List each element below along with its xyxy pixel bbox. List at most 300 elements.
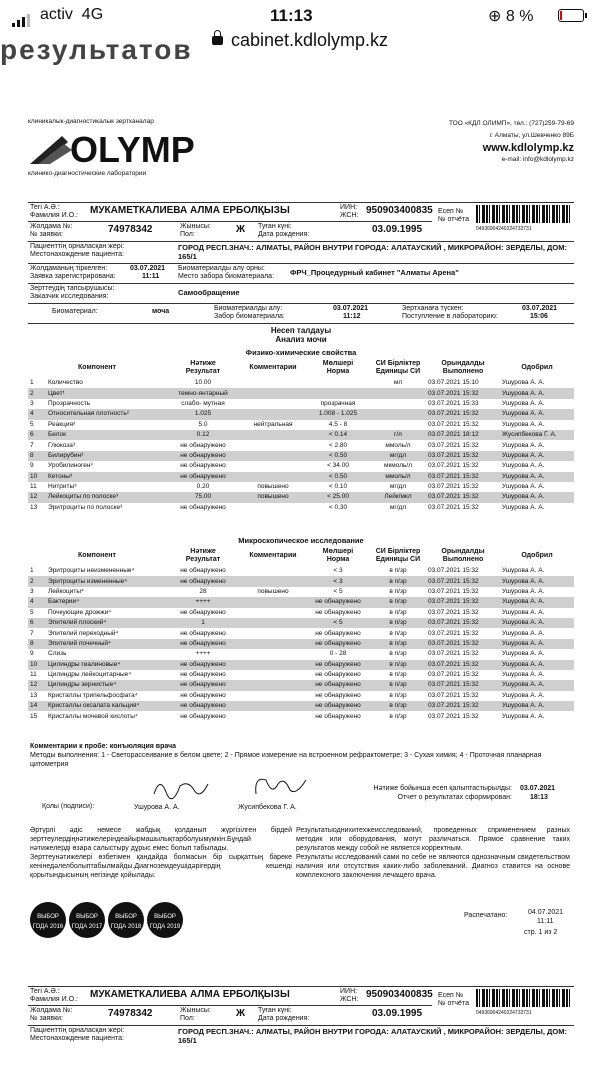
micro-cell: Ушурова А. А. — [500, 701, 574, 711]
physchem-row — [28, 451, 574, 461]
micro-cell — [240, 576, 306, 586]
signatures-label: Қолы (подписи): — [42, 803, 95, 810]
micro-cell — [240, 628, 306, 638]
p2-report-no-label: Есеп № № отчёта — [438, 992, 469, 1007]
micro-cell: Кристаллы трипельфосфата⁴ — [48, 691, 138, 699]
physchem-cell: 11 — [30, 483, 37, 491]
physchem-cell: мг/дл — [389, 483, 407, 491]
micro-cell: Эпителий почечный⁴ — [46, 639, 166, 649]
micro-cell: не обнаружено — [315, 629, 361, 637]
micro-cell: Эритроциты измененные⁴ — [46, 576, 166, 586]
physchem-cell: 03.07.2021 15:32 — [426, 472, 500, 482]
physchem-row — [28, 388, 574, 398]
micro-cell: 4 — [28, 597, 46, 607]
physchem-cell — [370, 399, 426, 409]
reg-label: Жолдаманың тіркелген: Заявка зарегистрирована: — [30, 265, 116, 280]
physchem-cell: не обнаружено — [166, 451, 240, 461]
physchem-cell: 03.07.2021 15:32 — [428, 462, 479, 470]
micro-cell: не обнаружено — [180, 629, 226, 637]
award-badge-icon: ВЫБОР ГОДА 2018 — [108, 902, 144, 938]
physchem-cell: Кетоны³ — [46, 472, 166, 482]
physchem-cell: прозрачная — [320, 399, 356, 407]
micro-cell: не обнаружено — [180, 608, 226, 616]
micro-cell: в п/зр — [370, 576, 426, 586]
customer: Самообращение — [178, 288, 240, 297]
physchem-cell: Глюкоза³ — [48, 441, 76, 449]
signature-1-image — [150, 774, 210, 800]
micro-cell: в п/зр — [389, 691, 407, 699]
micro-cell — [240, 680, 306, 690]
micro-cell: 03.07.2021 15:32 — [428, 629, 479, 637]
micro-cell: 12 — [28, 680, 46, 690]
micro-cell: 10 — [28, 660, 46, 670]
micro-cell: Эпителий плоский⁴ — [46, 618, 166, 628]
micro-cell: не обнаружено — [306, 701, 370, 711]
customer-label: Зерттеудің тапсырушысы: Заказчик исследования: — [30, 285, 115, 300]
physchem-cell: Ушурова А. А. — [500, 451, 574, 461]
signature-1-name: Ушурова А. А. — [134, 804, 180, 811]
micro-cell — [240, 639, 306, 649]
micro-cell: Ушурова А. А. — [502, 671, 545, 679]
physchem-cell — [370, 409, 426, 419]
methods: Методы выполнения: 1 - Светорассеивание в белом цвете; 2 - Прямое измерение на встроенном рефрактометре; 3 - Сухая химия; 4 - Проточная планарная цитометрия — [30, 752, 542, 768]
micro-cell: 03.07.2021 15:32 — [426, 576, 500, 586]
physchem-cell: Количество — [48, 379, 83, 387]
physchem-row — [28, 409, 574, 419]
micro-cell: Бактерии⁴ — [46, 597, 166, 607]
formed-date: 03.07.2021 — [520, 785, 556, 792]
micro-cell: Ушурова А. А. — [502, 691, 545, 699]
micro-table — [28, 546, 574, 722]
physchem-cell — [240, 440, 306, 450]
report-barcode — [476, 205, 572, 223]
physchem-cell: Прозрачность — [48, 399, 91, 407]
micro-cell: 03.07.2021 15:32 — [426, 639, 500, 649]
physchem-cell: не обнаружено — [180, 441, 226, 449]
physchem-row — [28, 440, 574, 450]
physchem-cell — [240, 451, 306, 461]
p2-patient-place: ГОРОД РЕСП.ЗНАЧ.: АЛМАТЫ, РАЙОН ВНУТРИ ГОРОДА: АЛАТАУСКИЙ , МИКРОРАЙОН: ЗЕРДЕЛЫ, ДОМ: 165/1 — [178, 1027, 567, 1045]
patient-iin: 950903400835 — [366, 205, 433, 216]
micro-row — [28, 597, 574, 607]
physchem-cell — [240, 409, 306, 419]
physchem-cell: 03.07.2021 15:32 — [428, 483, 479, 491]
page-heading-cut: результатов — [0, 34, 193, 65]
physchem-cell: < 0.14 — [306, 430, 370, 440]
physchem-row — [28, 399, 574, 409]
micro-cell: 7 — [30, 629, 34, 637]
micro-cell: не обнаружено — [315, 691, 361, 699]
micro-cell: Ушурова А. А. — [500, 576, 574, 586]
micro-cell: Ушурова А. А. — [502, 567, 545, 575]
micro-row — [28, 576, 574, 586]
collect-place-label: Биоматериалды алу орны: Место забора биоматериала: — [178, 265, 275, 280]
company-info — [449, 118, 574, 166]
battery-percent: 8 % — [505, 8, 534, 25]
physchem-header: Компонент Нәтиже Результат Комментарии Мөлшері Норма СИ Бірліктер Единицы СИ Орындалды Выполнено Одобрил — [78, 360, 553, 375]
physchem-cell: 5.0 — [198, 420, 208, 428]
patient-dob: 03.09.1995 — [372, 224, 423, 235]
physchem-cell: 03.07.2021 15:32 — [428, 441, 479, 449]
logo-top-text: клиникалык-диагностикалык зертханалар — [28, 118, 154, 125]
sample-comments: Комментарии к пробе: конъюляция врача — [30, 743, 177, 750]
physchem-row — [28, 482, 574, 492]
physchem-cell — [306, 388, 370, 398]
physchem-cell: не обнаружено — [166, 472, 240, 482]
micro-cell: Ушурова А. А. — [500, 639, 574, 649]
micro-cell: Кристаллы оксалата кальция⁴ — [46, 701, 166, 711]
collect-place: ФРЧ_Процедурный кабинет "Алматы Арена" — [290, 268, 459, 277]
physchem-row — [28, 430, 574, 440]
micro-cell — [240, 566, 306, 576]
micro-row — [28, 649, 574, 659]
physchem-cell: 7 — [30, 441, 34, 449]
micro-row — [28, 691, 574, 701]
received-label: Зертханаға түскен: Поступление в лабораторию: — [402, 305, 498, 320]
micro-cell: в п/зр — [389, 587, 407, 595]
micro-cell — [240, 618, 306, 628]
micro-cell: ++++ — [166, 597, 240, 607]
physchem-cell: 1.008 - 1.025 — [306, 409, 370, 419]
physchem-table — [28, 358, 574, 513]
physchem-cell — [370, 420, 426, 430]
physchem-cell: Билирубин³ — [46, 451, 166, 461]
physchem-cell: 4.5 - 8 — [328, 420, 348, 428]
micro-cell: 03.07.2021 15:32 — [428, 567, 479, 575]
physchem-cell: 03.07.2021 15:32 — [426, 388, 500, 398]
micro-cell: 03.07.2021 15:32 — [426, 618, 500, 628]
micro-cell: в п/зр — [389, 608, 407, 616]
micro-cell: 3 — [30, 587, 34, 595]
micro-cell: не обнаружено — [166, 639, 240, 649]
micro-cell: 03.07.2021 15:32 — [428, 712, 479, 720]
micro-row — [28, 701, 574, 711]
micro-row — [28, 660, 574, 670]
printed-label: Распечатано: — [464, 912, 508, 919]
company-website[interactable]: www.kdlolymp.kz — [482, 142, 574, 154]
physchem-cell: 0.12 — [166, 430, 240, 440]
disclaimer-kz-2: Зерттеунәтижелері өзбетімен қандайда болмасын бір сырқаттың бареке кенінедәлелболыптабылмайды.Диагноземдеушідәрігердің кешенді қорытындысының негізінде қойылады. — [30, 854, 292, 879]
physchem-row — [28, 420, 574, 430]
received-date: 03.07.2021 — [522, 305, 558, 312]
physchem-cell: Относительная плотность² — [46, 409, 166, 419]
micro-cell: ++++ — [195, 650, 211, 658]
physchem-cell: 03.07.2021 15:32 — [426, 451, 500, 461]
logo-bottom-text: клинико-диагностические лаборатории — [28, 170, 147, 177]
clock: 11:13 — [270, 6, 313, 25]
dob-label: Туған күні: Дата рождения: — [258, 223, 310, 238]
micro-cell: 2 — [28, 576, 46, 586]
p2-dob-label: Туған күні: Дата рождения: — [258, 1007, 310, 1022]
physchem-cell: повышено — [240, 492, 306, 502]
report-header — [28, 118, 574, 188]
p2-order-number: 74978342 — [108, 1008, 153, 1019]
micro-cell: 8 — [28, 639, 46, 649]
micro-cell: Ушурова А. А. — [500, 618, 574, 628]
p2-order-label: Жолдама №: № заявки: — [30, 1007, 73, 1022]
micro-cell — [240, 649, 306, 659]
physchem-cell: < 2.80 — [328, 441, 348, 449]
physchem-cell — [240, 399, 306, 409]
p2-report-barcode — [476, 989, 572, 1007]
micro-cell: не обнаружено — [306, 597, 370, 607]
physchem-cell: 4 — [28, 409, 46, 419]
micro-cell: 14 — [28, 701, 46, 711]
physchem-row — [28, 492, 574, 502]
physchem-cell: Ушурова А. А. — [502, 379, 545, 387]
physchem-cell: ммоль/л — [370, 472, 426, 482]
company-line1: ТОО «КДЛ ОЛИМП», тел.: (727)259-79-69 — [448, 120, 574, 127]
micro-cell: 28 — [199, 587, 207, 595]
micro-cell: в п/зр — [389, 629, 407, 637]
physchem-row — [28, 378, 574, 388]
micro-header: Компонент Нәтиже Результат Комментарии Мөлшері Норма СИ Бірліктер Единицы СИ Орындалды Выполнено Одобрил — [78, 548, 553, 563]
physchem-title: Физико-химические свойства — [245, 348, 357, 357]
micro-cell: Эпителий переходный⁴ — [48, 629, 119, 637]
p2-patient-name: МУКАМЕТКАЛИЕВА АЛМА ЕРБОЛҚЫЗЫ — [90, 989, 290, 1000]
micro-cell — [240, 701, 306, 711]
battery-icon — [558, 9, 584, 22]
micro-cell: 03.07.2021 15:32 — [426, 701, 500, 711]
patient-sex: Ж — [236, 224, 246, 235]
micro-cell: не обнаружено — [180, 567, 226, 575]
physchem-row — [28, 461, 574, 471]
physchem-cell: темно-янтарный — [166, 388, 240, 398]
physchem-cell: 3 — [30, 399, 34, 407]
micro-cell: не обнаружено — [166, 701, 240, 711]
micro-cell: Лейкоциты⁴ — [48, 587, 84, 595]
physchem-cell: Жусипбекова Г. А. — [500, 430, 574, 440]
micro-cell: в п/зр — [370, 618, 426, 628]
micro-cell: Ушурова А. А. — [500, 680, 574, 690]
reg-date: 03.07.2021 — [130, 265, 166, 272]
physchem-cell: не обнаружено — [180, 462, 226, 470]
award-badge-icon: ВЫБОР ГОДА 2016 — [30, 902, 66, 938]
micro-cell: Ушурова А. А. — [502, 629, 545, 637]
micro-cell: 03.07.2021 15:32 — [426, 660, 500, 670]
micro-cell: Ушурова А. А. — [502, 608, 545, 616]
physchem-cell: мкмоль/л — [383, 462, 413, 470]
micro-cell: не обнаружено — [166, 576, 240, 586]
physchem-cell: Ушурова А. А. — [502, 462, 545, 470]
micro-cell: 03.07.2021 15:32 — [428, 650, 479, 658]
physchem-cell: мг/дл — [389, 503, 407, 511]
iin-label: ИИН: ЖСН: — [340, 204, 359, 219]
physchem-cell: 0.20 — [196, 483, 210, 491]
micro-cell — [240, 711, 306, 721]
physchem-cell: 6 — [28, 430, 46, 440]
signature-2-name: Жусипбекова Г. А. — [238, 804, 297, 811]
micro-row — [28, 608, 574, 618]
award-badges — [30, 902, 190, 942]
disclaimer-ru-1: Результатыоднихитехжеисследований, проведенных сприменением разных методик или оборудования, могут различаться. Прямое сравнение таких результатов между собой не является корректным. — [296, 827, 570, 852]
physchem-cell: 12 — [28, 492, 46, 502]
physchem-cell: мг/дл — [370, 451, 426, 461]
orientation-lock-icon: ⊕ — [488, 8, 502, 25]
p2-place-label: Пациенттің орналасқан жері: Местонахождение пациента: — [30, 1027, 125, 1042]
physchem-cell: Ушурова А. А. — [502, 503, 545, 511]
physchem-cell: 9 — [30, 462, 34, 470]
physchem-cell: 10 — [28, 472, 46, 482]
collected-label: Биоматериалды алу: Забор биоматериала: — [214, 305, 285, 320]
order-number: 74978342 — [108, 224, 153, 235]
physchem-cell: не обнаружено — [180, 503, 226, 511]
place-label: Пациенттің орналасқан жері: Местонахождение пациента: — [30, 243, 125, 258]
micro-cell: повышено — [257, 587, 289, 595]
physchem-cell — [240, 388, 306, 398]
physchem-cell — [306, 378, 370, 388]
physchem-cell: Нитриты³ — [48, 483, 77, 491]
micro-cell: Ушурова А. А. — [500, 660, 574, 670]
p2-patient-iin: 950903400835 — [366, 989, 433, 1000]
micro-row — [28, 670, 574, 680]
micro-cell: 15 — [30, 712, 38, 720]
physchem-cell: нейтральная — [253, 420, 293, 428]
physchem-cell — [240, 472, 306, 482]
micro-row — [28, 618, 574, 628]
micro-row — [28, 566, 574, 576]
micro-cell: не обнаружено — [306, 639, 370, 649]
physchem-cell: Ушурова А. А. — [502, 483, 545, 491]
collected-time: 11:12 — [343, 313, 361, 320]
physchem-cell: 13 — [30, 503, 38, 511]
micro-cell: Цилиндры лейкоцитарные⁴ — [48, 671, 132, 679]
micro-cell: не обнаружено — [315, 712, 361, 720]
micro-cell: не обнаружено — [315, 671, 361, 679]
micro-cell: не обнаружено — [306, 660, 370, 670]
award-badge-icon: ВЫБОР ГОДА 2019 — [147, 902, 183, 938]
micro-cell: в п/зр — [389, 650, 407, 658]
report-barcode-number: 04936904240224733731 — [476, 226, 532, 232]
physchem-cell: 1.025 — [166, 409, 240, 419]
physchem-cell: г/л — [370, 430, 426, 440]
physchem-cell: 5 — [30, 420, 34, 428]
physchem-cell: 03.07.2021 15:33 — [428, 399, 479, 407]
micro-cell: в п/зр — [389, 671, 407, 679]
micro-row — [28, 639, 574, 649]
micro-cell: не обнаружено — [166, 660, 240, 670]
physchem-cell: 75.00 — [166, 492, 240, 502]
order-label: Жолдама №: № заявки: — [30, 223, 73, 238]
micro-cell — [240, 670, 306, 680]
micro-cell: Цилиндры гиалиновые⁴ — [46, 660, 166, 670]
micro-cell: Почкующие дрожжи⁴ — [48, 608, 112, 616]
physchem-cell: Ушурова А. А. — [502, 420, 545, 428]
physchem-cell: Ушурова А. А. — [502, 399, 545, 407]
biomaterial: моча — [152, 308, 170, 315]
micro-cell: 0 - 28 — [329, 650, 347, 658]
physchem-cell — [240, 461, 306, 471]
micro-cell: 03.07.2021 15:32 — [426, 680, 500, 690]
company-line2: г. Алматы, ул.Шевченко 89Б — [489, 132, 574, 139]
micro-row — [28, 680, 574, 690]
physchem-cell — [370, 388, 426, 398]
micro-cell: не обнаружено — [180, 671, 226, 679]
page-number: стр. 1 из 2 — [524, 929, 558, 936]
micro-title: Микроскопическое исследование — [238, 536, 364, 545]
signature-2-image — [250, 772, 310, 800]
physchem-cell: 10.00 — [194, 379, 212, 387]
micro-cell: Цилиндры зернистые⁴ — [46, 680, 166, 690]
physchem-cell: 03.07.2021 15:32 — [428, 503, 479, 511]
url-text[interactable]: cabinet.kdlolymp.kz — [230, 30, 389, 50]
physchem-cell: Реакция³ — [48, 420, 76, 428]
micro-cell: 03.07.2021 15:32 — [428, 671, 479, 679]
lab-report — [0, 62, 600, 1066]
micro-cell: 03.07.2021 15:32 — [428, 691, 479, 699]
analysis-title: Несеп талдауы Анализ мочи — [270, 326, 332, 344]
biomaterial-label: Биоматериал: — [52, 308, 98, 315]
physchem-cell: < 34.00 — [327, 462, 349, 470]
micro-row — [28, 711, 574, 721]
micro-cell: в п/зр — [389, 567, 407, 575]
micro-row — [28, 628, 574, 638]
physchem-cell: ммоль/л — [385, 441, 411, 449]
p2-iin-label: ИИН: ЖСН: — [340, 988, 359, 1003]
printed-date: 04.07.2021 — [528, 909, 564, 916]
micro-cell: 03.07.2021 15:32 — [428, 608, 479, 616]
physchem-cell — [240, 503, 306, 513]
physchem-cell: повышено — [257, 483, 289, 491]
physchem-cell: 03.07.2021 15:32 — [428, 420, 479, 428]
physchem-cell: 2 — [28, 388, 46, 398]
micro-cell: 03.07.2021 15:32 — [428, 587, 479, 595]
printed-time: 11:11 — [537, 918, 554, 925]
carrier-name: activ — [40, 6, 73, 23]
physchem-cell: 03.07.2021 15:32 — [426, 492, 500, 502]
physchem-cell: Ушурова А. А. — [500, 409, 574, 419]
micro-cell: в п/зр — [370, 660, 426, 670]
physchem-cell: < 0.50 — [306, 451, 370, 461]
patient-name: МУКАМЕТКАЛИЕВА АЛМА ЕРБОЛҚЫЗЫ — [90, 205, 290, 216]
award-badge-icon: ВЫБОР ГОДА 2017 — [69, 902, 105, 938]
micro-cell: < 5 — [333, 587, 343, 595]
p2-name-label: Тегі А.Ә.: Фамилия И.О.: — [30, 988, 78, 1003]
physchem-cell: Белок — [46, 430, 166, 440]
lock-icon — [212, 36, 223, 45]
physchem-row — [28, 503, 574, 513]
physchem-cell: Ушурова А. А. — [500, 388, 574, 398]
physchem-cell: Уробилиноген³ — [48, 462, 93, 470]
physchem-cell — [240, 378, 306, 388]
micro-cell — [240, 691, 306, 701]
micro-cell: 1 — [166, 618, 240, 628]
micro-cell: в п/зр — [389, 712, 407, 720]
physchem-cell: 8 — [28, 451, 46, 461]
micro-cell: < 5 — [306, 618, 370, 628]
micro-cell: Кристаллы мочевой кислоты⁴ — [48, 712, 138, 720]
micro-cell: < 3 — [306, 576, 370, 586]
olymp-logo — [28, 126, 198, 170]
micro-cell: 03.07.2021 15:32 — [426, 597, 500, 607]
physchem-cell: Ушурова А. А. — [502, 441, 545, 449]
micro-cell: 5 — [30, 608, 34, 616]
patient-place: ГОРОД РЕСП.ЗНАЧ.: АЛМАТЫ, РАЙОН ВНУТРИ ГОРОДА: АЛАТАУСКИЙ , МИКРОРАЙОН: ЗЕРДЕЛЫ, ДОМ: 165/1 — [178, 243, 567, 261]
micro-cell — [240, 660, 306, 670]
physchem-cell: < 0.50 — [306, 472, 370, 482]
physchem-row — [28, 472, 574, 482]
micro-row — [28, 587, 574, 597]
company-email[interactable]: e-mail: info@kdlolymp.kz — [501, 156, 574, 163]
formed-label: Нәтиже бойынша есеп қалыптастырылды: Отчет о результатах сформирован: — [373, 785, 512, 801]
physchem-cell: < 25.00 — [306, 492, 370, 502]
status-bar — [0, 0, 600, 30]
p2-patient-dob: 03.09.1995 — [372, 1008, 423, 1019]
micro-cell: в п/зр — [370, 680, 426, 690]
micro-cell: < 3 — [333, 567, 343, 575]
collected-date: 03.07.2021 — [333, 305, 369, 312]
p2-patient-sex: Ж — [236, 1008, 246, 1019]
